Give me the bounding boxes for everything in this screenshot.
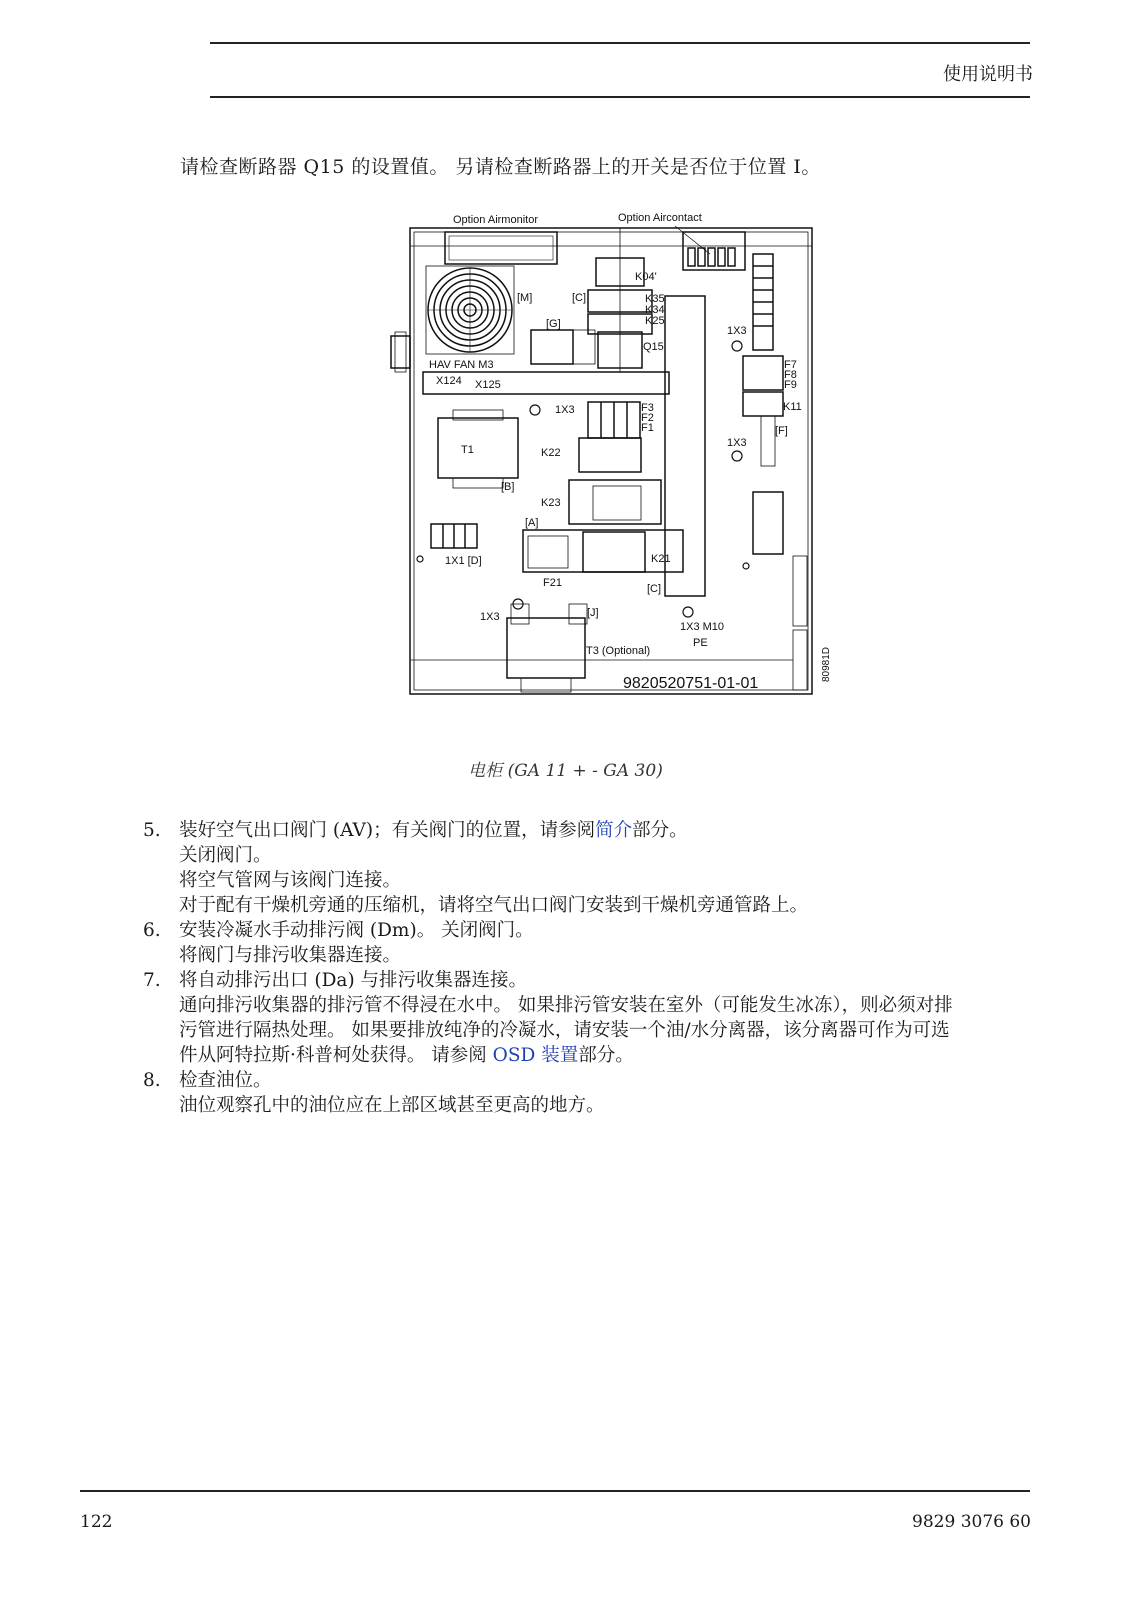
label-f3: F3 (641, 402, 654, 414)
label-c-top: [C] (572, 292, 587, 304)
step-line: 污管进行隔热处理。 如果要排放纯净的冷凝水，请安装一个油/水分离器，该分离器可作为可选 (179, 1020, 950, 1041)
step-number: 7. (143, 970, 161, 991)
step-number: 6. (143, 920, 161, 941)
label-g: [G] (546, 318, 561, 330)
spare-box (753, 492, 783, 554)
label-f7: F7 (784, 359, 797, 371)
step-7 (143, 968, 1053, 1068)
label-1x3-right: 1X3 (727, 437, 747, 449)
contactor-k22 (579, 438, 641, 472)
label-option-airmonitor: Option Airmonitor (453, 214, 538, 226)
step-line: 通向排污收集器的排污管不得浸在水中。 如果排污管安装在室外（可能发生冰冻），则必须对排 (179, 995, 953, 1016)
step-text-part: 部分。 (632, 820, 688, 841)
module-g (531, 330, 573, 364)
label-k34: K34 (645, 304, 665, 316)
label-b: [B] (501, 481, 515, 493)
step-text-part: 装好空气出口阀门 (AV)；有关阀门的位置，请参阅 (179, 820, 596, 841)
label-k25: K25 (645, 315, 665, 327)
label-option-aircontact: Option Aircontact (618, 212, 702, 224)
step-line: 将阀门与排污收集器连接。 (179, 945, 402, 966)
step-text-part: 部分。 (578, 1045, 634, 1066)
step-8 (143, 1068, 1053, 1118)
label-k04: K04' (635, 271, 657, 283)
label-q15: Q15 (643, 341, 664, 353)
figure-caption: 电柜 (GA 11 + - GA 30) (468, 761, 663, 781)
footer-rule (80, 1490, 1030, 1492)
fuse-block-f7-f9 (743, 356, 783, 390)
step-number: 8. (143, 1070, 161, 1091)
document-number: 9829 3076 60 (912, 1512, 1031, 1532)
transformer-t3 (507, 618, 585, 678)
intro-paragraph: 请检查断路器 Q15 的设置值。 另请检查断路器上的开关是否位于位置 I。 (180, 156, 821, 178)
link-intro[interactable]: 简介 (595, 820, 633, 841)
step-text-part: 件从阿特拉斯·科普柯处获得。 请参阅 (179, 1045, 493, 1066)
label-x124: X124 (436, 375, 462, 387)
label-k22: K22 (541, 447, 561, 459)
label-k21: K21 (651, 553, 671, 565)
ground-symbol-1 (530, 405, 540, 415)
link-osd[interactable]: OSD 装置 (492, 1045, 579, 1066)
label-a: [A] (525, 517, 539, 529)
step-text (179, 818, 1053, 843)
label-f1: F1 (641, 422, 654, 434)
step-text: 将自动排污出口 (Da) 与排污收集器连接。 (179, 970, 528, 991)
label-f21: F21 (543, 577, 562, 589)
label-f2: F2 (641, 412, 654, 424)
label-f9: F9 (784, 379, 797, 391)
step-text: 安装冷凝水手动排污阀 (Dm)。 关闭阀门。 (179, 920, 534, 941)
label-m: [M] (517, 292, 533, 304)
step-line (179, 1043, 1053, 1068)
label-t3: T3 (Optional) (586, 645, 651, 657)
transformer-t1 (438, 418, 518, 478)
label-c-bottom: [C] (647, 583, 662, 595)
electrical-cabinet-diagram (383, 206, 843, 716)
label-k11: K11 (783, 401, 802, 413)
header-top-rule (210, 42, 1030, 44)
ground-symbol-3 (732, 451, 742, 461)
label-j: [J] (587, 607, 599, 619)
step-line: 关闭阀门。 (179, 845, 272, 866)
side-code: 80981D (821, 646, 832, 682)
step-line: 油位观察孔中的油位应在上部区域甚至更高的地方。 (179, 1095, 605, 1116)
step-line: 将空气管网与该阀门连接。 (179, 870, 402, 891)
label-f-bracket: [F] (775, 425, 788, 437)
step-5 (143, 818, 1053, 918)
label-1x1-d: 1X1 [D] (445, 555, 482, 567)
airmonitor-box (445, 232, 557, 264)
header-bottom-rule (210, 96, 1030, 98)
page-number: 122 (80, 1512, 113, 1532)
steps-list (143, 818, 1053, 1118)
ground-symbol-pe (683, 607, 693, 617)
contactor-k23 (569, 480, 661, 524)
label-t1: T1 (461, 444, 474, 456)
step-6 (143, 918, 1053, 968)
label-1x3-m10: 1X3 M10 (680, 621, 725, 633)
cable-gland (391, 336, 410, 368)
label-f8: F8 (784, 369, 797, 381)
header-title: 使用说明书 (943, 64, 1033, 85)
drawing-number: 9820520751-01-01 (623, 675, 759, 692)
label-pe: PE (693, 637, 708, 649)
step-number: 5. (143, 820, 161, 841)
label-x125: X125 (475, 379, 501, 391)
wire-duct (665, 296, 705, 596)
step-text: 检查油位。 (179, 1070, 272, 1091)
label-hav-fan: HAV FAN M3 (429, 359, 494, 371)
label-1x3-top: 1X3 (727, 325, 747, 337)
ground-symbol-2 (732, 341, 742, 351)
step-line: 对于配有干燥机旁通的压缩机，请将空气出口阀门安装到干燥机旁通管路上。 (179, 895, 809, 916)
label-k23: K23 (541, 497, 561, 509)
label-1x3-mid: 1X3 (555, 404, 575, 416)
label-k35: K35 (645, 293, 665, 305)
contactor-k21 (583, 532, 645, 572)
label-1x3-low: 1X3 (480, 611, 500, 623)
